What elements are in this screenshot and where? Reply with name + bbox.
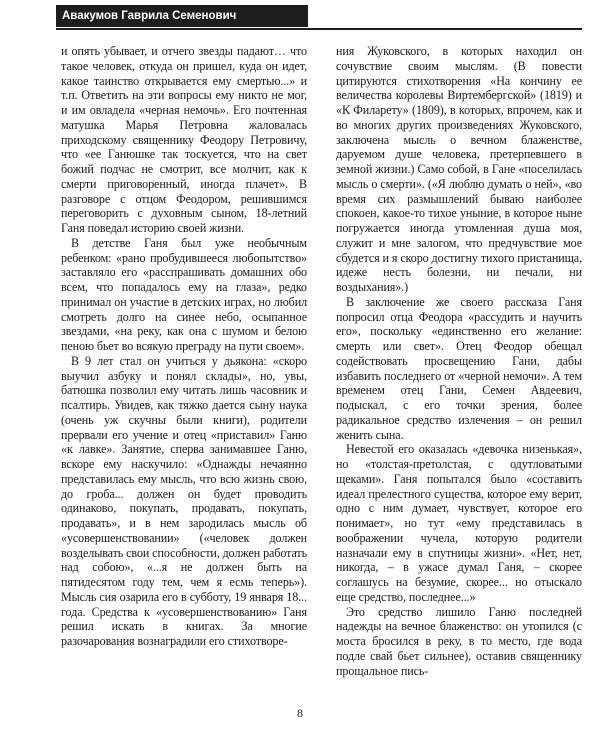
running-header <box>56 5 308 27</box>
left-text-column <box>61 44 307 649</box>
paragraph: Невестой его оказалась «девочка низенькая», но «толстая-претолстая, с одутловатыми щеками». Ганя попытался было «составить идеал прелестного существа, которое ему верит, одно с ним думает, чувствует, которое его понимает», но тут «ему представилась в воображении чучела, которую родители назначали ему в спутницы жизни». «Нет, нет, никогда, – в ужасе думал Ганя, – скорее соглашусь на безумие, скорее... но отыскало еще средство, последнее...» <box>336 442 582 604</box>
paragraph: В детстве Ганя был уже необычным ребенком: «рано пробудившееся любопытство» заставляло его «расспрашивать домашних обо всем, что попадалось ему на глаза», редко принимал он участие в детских играх, но любил смотреть долго на синее небо, осыпанное звездами, «на реку, как она с шумом и белою пеною бьет во всякую преграду на пути своем». <box>61 235 307 353</box>
running-header-author: Авакумов Гаврила Семенович <box>62 10 237 22</box>
header-rule <box>56 28 582 30</box>
right-text-column <box>336 44 582 678</box>
paragraph: и опять убывает, и отчего звезды падают… что такое человек, откуда он пришел, куда он идет, какое таинство открывается ему смертью...» и т.п. Ответить на эти вопросы ему никто не мог, и им овладела «черная немочь». Его почтенная матушка Марья Петровна жаловалась приходскому священнику Феодору Петровичу, что «ее Ганюшке так тоскуется, что на свет божий подчас не смотрит, все молчит, как к смерти приговоренный, иногда плачет». В разговоре с отцом Феодором, решившимся переговорить с духовным сыном, 18-летний Ганя поведал историю своей жизни. <box>61 44 307 235</box>
paragraph: В 9 лет стал он учиться у дьякона: «скоро выучил азбуку и понял склады», но, увы, батюшка позволил ему читать лишь часовник и псалтирь. Увидев, как тяжко дается сыну наука (очень уж скучны были книги), родители прервали его учение и отец «приставил» Ганю «к лавке». Занятие, сперва занимавшее Ганю, вскоре ему наскучило: «Однажды нечаянно представилась ему мысль, что всю жизнь свою, до гроба... должен он будет проводить одинаково, покупать, продавать, покупать, продавать», и в нем зародилась мысль об «усовершенствовании» («человек должен возделывать свои способности, должен работать над собою», «...я не должен быть на пятидесятом году тем, чем я есмь теперь»). Мысль сия озарила его в субботу, 19 января 18... года. Средства к «усовершенствованию» Ганя решил искать в книгах. За многие разочарования вознаградили его стихотворе- <box>61 353 308 648</box>
paragraph: Это средство лишило Ганю последней надежды на вечное блаженство: он утопился (с моста бросился в реку, в то место, где вода подле свай бьет сильнее), оставив священнику прощальное пись- <box>336 604 582 678</box>
paragraph: ния Жуковского, в которых находил он сочувствие своим мыслям. (В повести цитируются стихотворения «На кончину ее величества королевы Виртембергской» (1819) и «К Филарету» (1809), в которых, впрочем, как и во многих других произведениях Жуковского, заключена мысль о вечном блаженстве, даруемом душе человека, претерпевшего в земной жизни.) Само собой, в Гане «поселилась мысль о смерти». («Я люблю думать о ней», «во время сих размышлений бываю наиболее спокоен, какое-то тихое уныние, в которое ныне погружается иногда утомленная душа моя, служит и мне залогом, что предчувствие мое сбудется и я скоро достигну тихого пристанища, идеже несть болезни, ни печали, ни воздыхания».) <box>336 44 582 294</box>
page-number: 8 <box>297 706 303 720</box>
paragraph: В заключение же своего рассказа Ганя попросил отца Феодора «рассудить и научить его», поскольку «единственно его желание: смерть или свет». Отец Феодор обещал содействовать просвещению Гани, дабы избавить последнего от «черной немочи». А тем временем отец Гани, Семен Авдеевич, подыскал, с его точки зрения, более радикальное средство излечения – он решил женить сына. <box>336 294 582 442</box>
